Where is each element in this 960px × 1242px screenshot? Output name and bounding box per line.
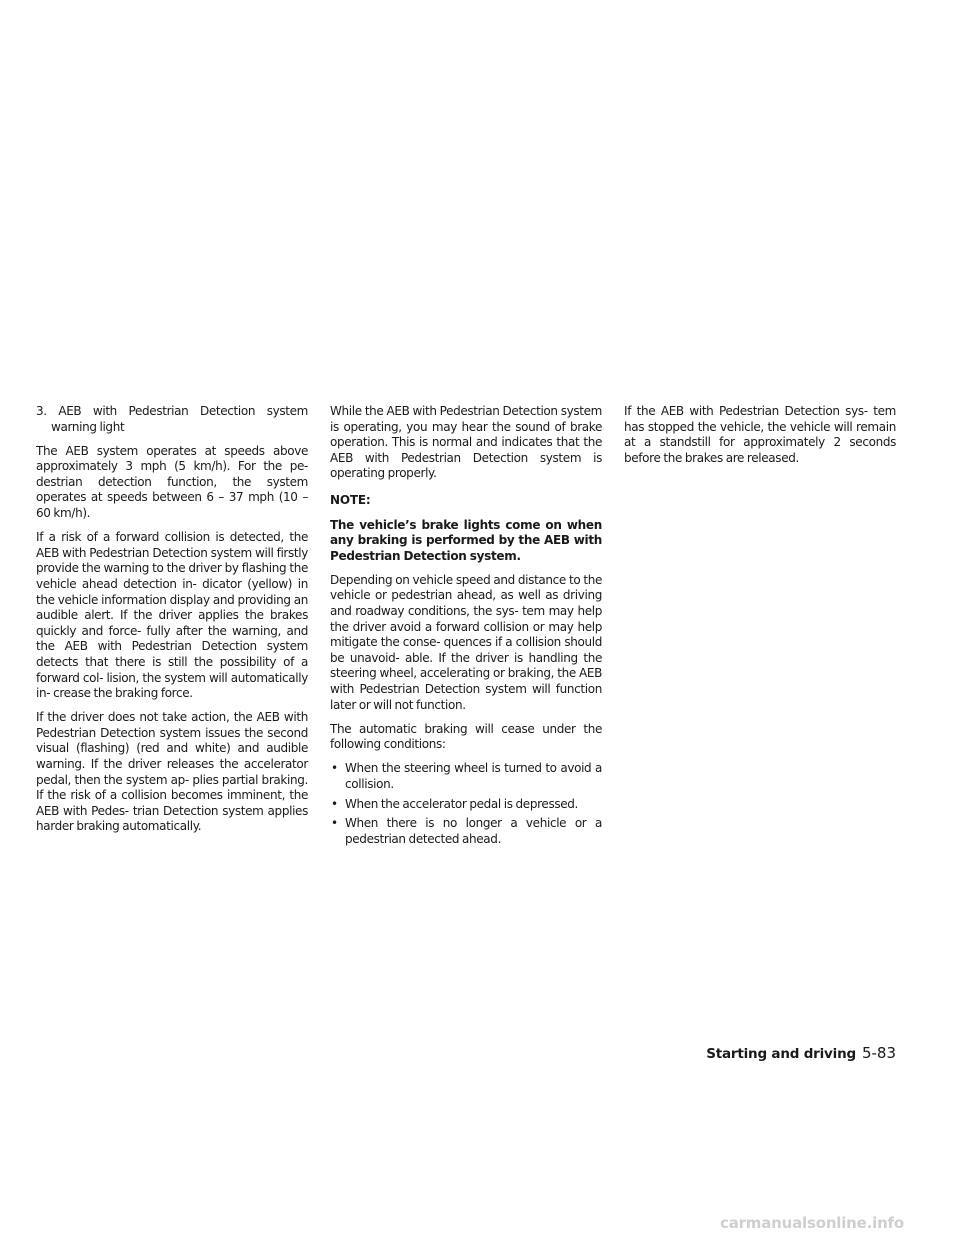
watermark: carmanualsonline.info (720, 1214, 904, 1232)
list-item (330, 761, 602, 792)
paragraph-second-warning: If the driver does not take action, the AEB with Pedestrian Detection system issues the second visual (flashing) (red and white) and audible warning. If the driver releases the accelerator pedal, then the system ap- plies partial braking. If the risk of a collision becomes imminent, the AEB with Pedes- trian Detection system applies harder braking automatically. (36, 710, 308, 834)
bullet-icon: • (331, 816, 338, 831)
page-footer (700, 1044, 896, 1066)
paragraph-conditions-depending: Depending on vehicle speed and distance to the vehicle or pedestrian ahead, as well as driving and roadway conditions, the sys- tem may help the driver avoid a forward collision or may help mitigate the conse- quences if a collision should be unavoid- able. If the driver is handling the steering wheel, accelerating or braking, the AEB with Pedestrian Detection system will function later or will not function. (330, 572, 602, 712)
bullet-icon: • (331, 761, 338, 776)
note-body: The vehicle’s brake lights come on when any braking is performed by the AEB with Pedestrian Detection system. (330, 517, 602, 563)
list-item-text: When the accelerator pedal is depressed. (345, 796, 579, 811)
note-heading: NOTE: (330, 492, 371, 507)
paragraph-brake-sound: While the AEB with Pedestrian Detection system is operating, you may hear the sound of brake operation. This is normal and indicates that the AEB with Pedestrian Detection system is operating properly. (330, 404, 602, 481)
page-number: 5-83 (861, 1044, 896, 1062)
numbered-item-3: 3. AEB with Pedestrian Detection system warning light (36, 404, 308, 434)
paragraph-operating-speeds: The AEB system operates at speeds above approximately 3 mph (5 km/h). For the pe- destrian detection function, the system operates at speeds between 6 – 37 mph (10 – 60 km/h). (36, 443, 308, 521)
section-title: Starting and driving (706, 1046, 856, 1062)
list-item (330, 797, 602, 813)
list-item-text: When there is no longer a vehicle or a pedestrian detected ahead. (345, 816, 602, 846)
text-column-2 (330, 404, 602, 851)
text-column-1 (36, 404, 308, 843)
bullet-icon: • (331, 796, 338, 811)
paragraph-collision-warning: If a risk of a forward collision is detected, the AEB with Pedestrian Detection system will firstly provide the warning to the driver by flashing the vehicle ahead detection in- dicator (yellow) in the vehicle information display and providing an audible alert. If the driver applies the brakes quickly and force- fully after the warning, and the AEB with Pedestrian Detection system detects that there is still the possibility of a forward col- lision, the system will automatically in- crease the braking force. (36, 530, 308, 701)
paragraph-cease-conditions: The automatic braking will cease under the following conditions: (330, 721, 602, 752)
list-item (330, 816, 602, 847)
text-column-3 (624, 404, 896, 475)
paragraph-standstill: If the AEB with Pedestrian Detection sys- tem has stopped the vehicle, the vehicle will remain at a standstill for approximately 2 seconds before the brakes are released. (624, 404, 896, 465)
list-item-text: When the steering wheel is turned to avoid a collision. (345, 761, 602, 791)
cease-conditions-list (330, 761, 602, 847)
